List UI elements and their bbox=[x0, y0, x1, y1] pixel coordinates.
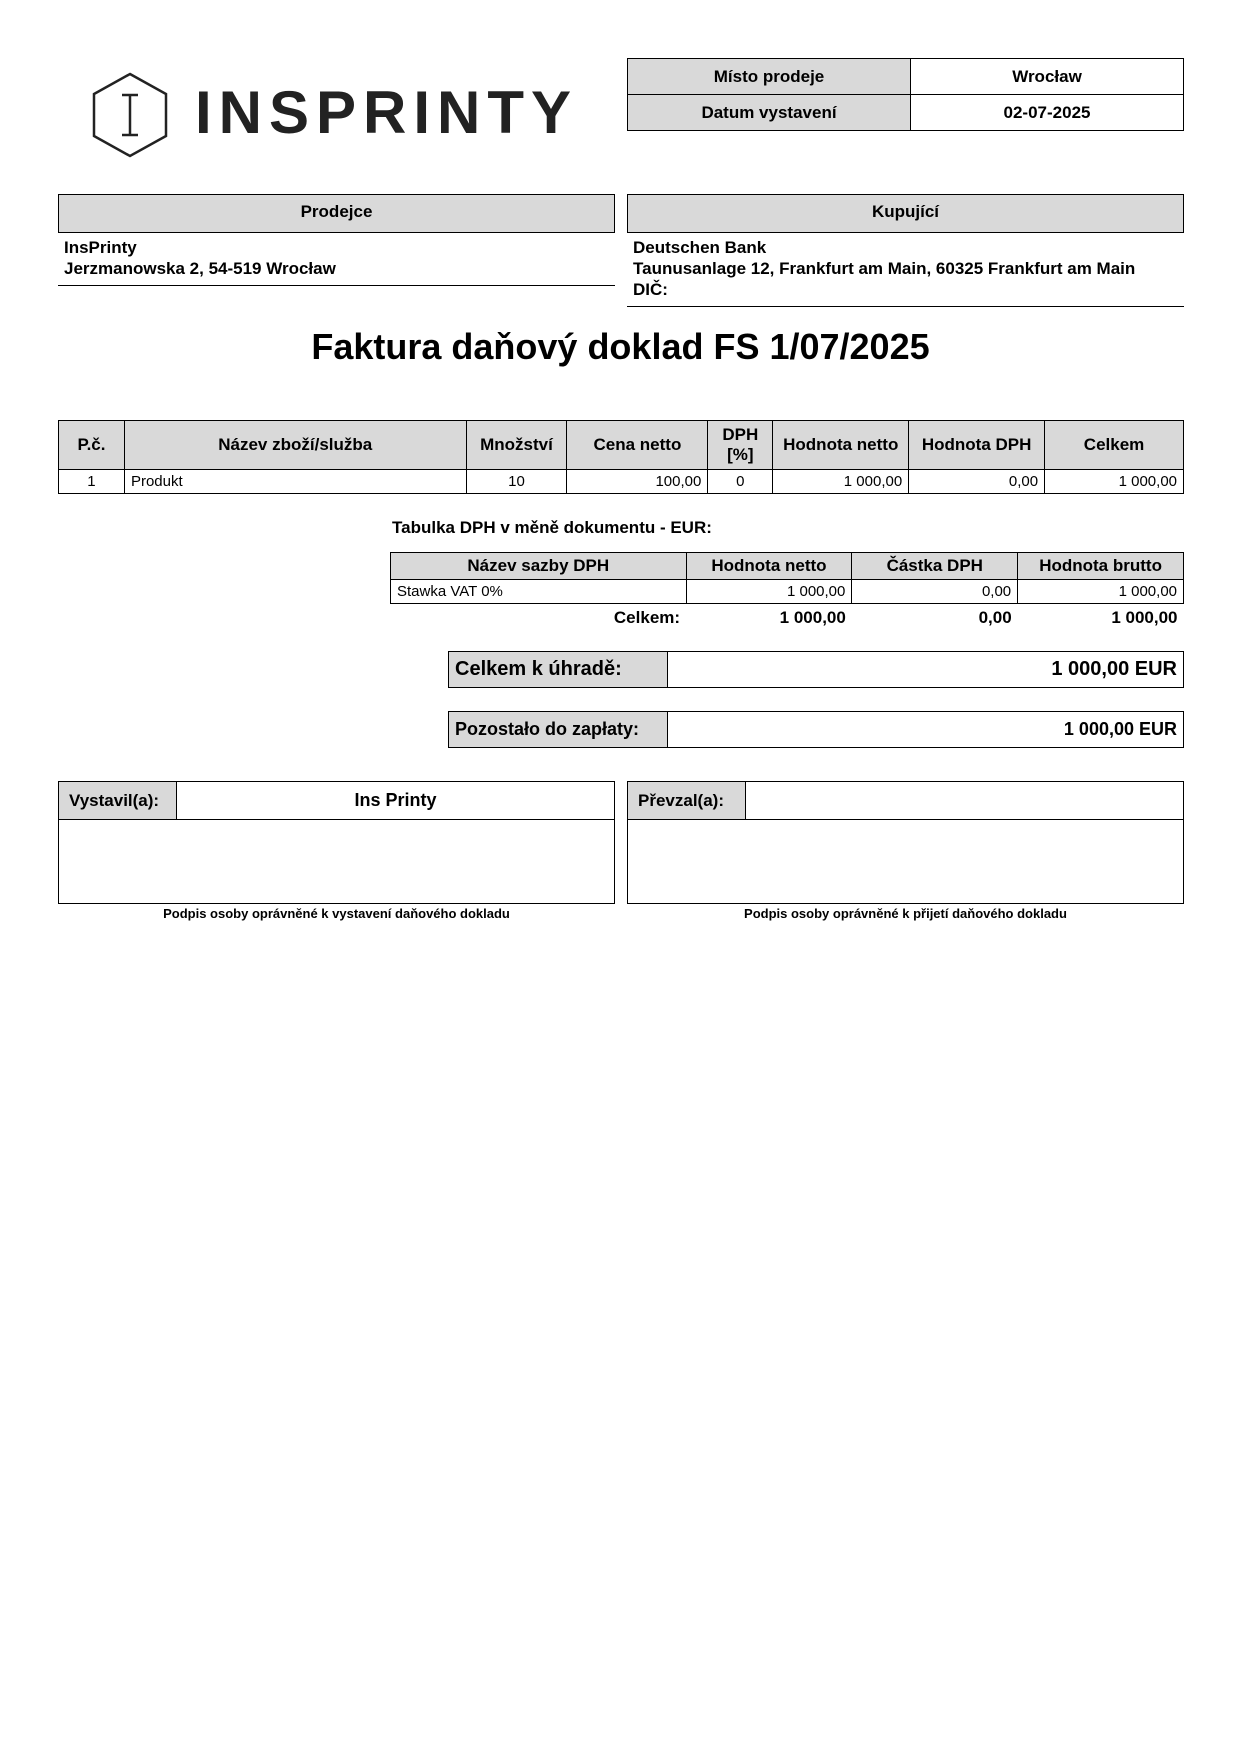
buyer-title: Kupující bbox=[627, 194, 1184, 233]
vat-total-label: Celkem: bbox=[613, 607, 681, 627]
vat-cell-net: 1 000,00 bbox=[686, 580, 852, 604]
cell-vat-rate: 0 bbox=[708, 470, 773, 494]
receiver-signature-note: Podpis osoby oprávněné k přijetí daňového dokladu bbox=[744, 906, 1067, 921]
col-header-net-price: Cena netto bbox=[567, 421, 708, 470]
issuer-signature-block bbox=[58, 781, 615, 921]
cell-net-value: 1 000,00 bbox=[773, 470, 909, 494]
place-label: Místo prodeje bbox=[628, 59, 911, 95]
place-value: Wrocław bbox=[911, 59, 1184, 95]
vat-table bbox=[390, 552, 1184, 632]
vat-col-header-net: Hodnota netto bbox=[686, 553, 852, 580]
seller-name: InsPrinty bbox=[64, 238, 137, 257]
issuer-value: Ins Printy bbox=[354, 790, 437, 810]
col-header-qty: Množství bbox=[466, 421, 567, 470]
vat-col-header-rate-name: Název sazby DPH bbox=[391, 553, 687, 580]
sale-meta-table bbox=[627, 58, 1184, 131]
cell-name: Produkt bbox=[124, 470, 466, 494]
col-header-vat-rate: DPH [%] bbox=[708, 421, 773, 470]
vat-totals-row bbox=[391, 604, 1184, 632]
amount-due-value: 1 000,00 EUR bbox=[1051, 658, 1177, 680]
date-label: Datum vystavení bbox=[628, 95, 911, 131]
issuer-signature-note: Podpis osoby oprávněné k vystavení daňového dokladu bbox=[163, 906, 510, 921]
col-header-net-value: Hodnota netto bbox=[773, 421, 909, 470]
buyer-name: Deutschen Bank bbox=[633, 238, 767, 257]
buyer-address: Taunusanlage 12, Frankfurt am Main, 60325 Frankfurt am Main bbox=[633, 259, 1136, 278]
amount-remaining-box bbox=[448, 711, 1184, 748]
col-header-index: P.č. bbox=[59, 421, 125, 470]
vat-table-caption: Tabulka DPH v měně dokumentu - EUR: bbox=[392, 518, 712, 537]
items-table bbox=[58, 420, 1184, 494]
document-title: Faktura daňový doklad FS 1/07/2025 bbox=[311, 326, 930, 367]
seller-title: Prodejce bbox=[58, 194, 615, 233]
issuer-signature-area bbox=[58, 820, 615, 904]
table-row bbox=[391, 580, 1184, 604]
amount-due-label: Celkem k úhradě: bbox=[449, 652, 668, 687]
amount-due-box bbox=[448, 651, 1184, 688]
vat-cell-rate-name: Stawka VAT 0% bbox=[391, 580, 687, 604]
vat-total-net: 1 000,00 bbox=[779, 607, 846, 627]
items-header-row bbox=[59, 421, 1184, 470]
date-value: 02-07-2025 bbox=[911, 95, 1184, 131]
col-header-vat-value: Hodnota DPH bbox=[909, 421, 1045, 470]
hexagon-i-logo-icon bbox=[90, 70, 170, 160]
seller-block bbox=[58, 194, 615, 286]
vat-total-vat: 0,00 bbox=[978, 607, 1012, 627]
cell-net-price: 100,00 bbox=[567, 470, 708, 494]
receiver-label: Převzal(a): bbox=[628, 782, 746, 819]
buyer-block bbox=[627, 194, 1184, 307]
vat-cell-gross: 1 000,00 bbox=[1018, 580, 1184, 604]
logo-wordmark: INSPRINTY bbox=[195, 79, 579, 146]
cell-total: 1 000,00 bbox=[1045, 470, 1184, 494]
vat-header-row bbox=[391, 553, 1184, 580]
col-header-total: Celkem bbox=[1045, 421, 1184, 470]
amount-remaining-value: 1 000,00 EUR bbox=[1063, 719, 1177, 739]
table-row bbox=[59, 470, 1184, 494]
amount-remaining-label: Pozostało do zapłaty: bbox=[449, 712, 668, 747]
buyer-tax-id: DIČ: bbox=[633, 280, 668, 299]
receiver-value bbox=[746, 782, 1183, 819]
vat-cell-vat: 0,00 bbox=[852, 580, 1018, 604]
col-header-name: Název zboží/služba bbox=[124, 421, 466, 470]
receiver-signature-block bbox=[627, 781, 1184, 921]
receiver-signature-area bbox=[627, 820, 1184, 904]
issuer-label: Vystavil(a): bbox=[59, 782, 177, 819]
vat-col-header-gross: Hodnota brutto bbox=[1018, 553, 1184, 580]
cell-index: 1 bbox=[59, 470, 125, 494]
cell-qty: 10 bbox=[466, 470, 567, 494]
company-logo bbox=[90, 70, 579, 160]
seller-address: Jerzmanowska 2, 54-519 Wrocław bbox=[64, 259, 336, 278]
cell-vat-value: 0,00 bbox=[909, 470, 1045, 494]
vat-col-header-vat: Částka DPH bbox=[852, 553, 1018, 580]
vat-total-gross: 1 000,00 bbox=[1111, 607, 1178, 627]
